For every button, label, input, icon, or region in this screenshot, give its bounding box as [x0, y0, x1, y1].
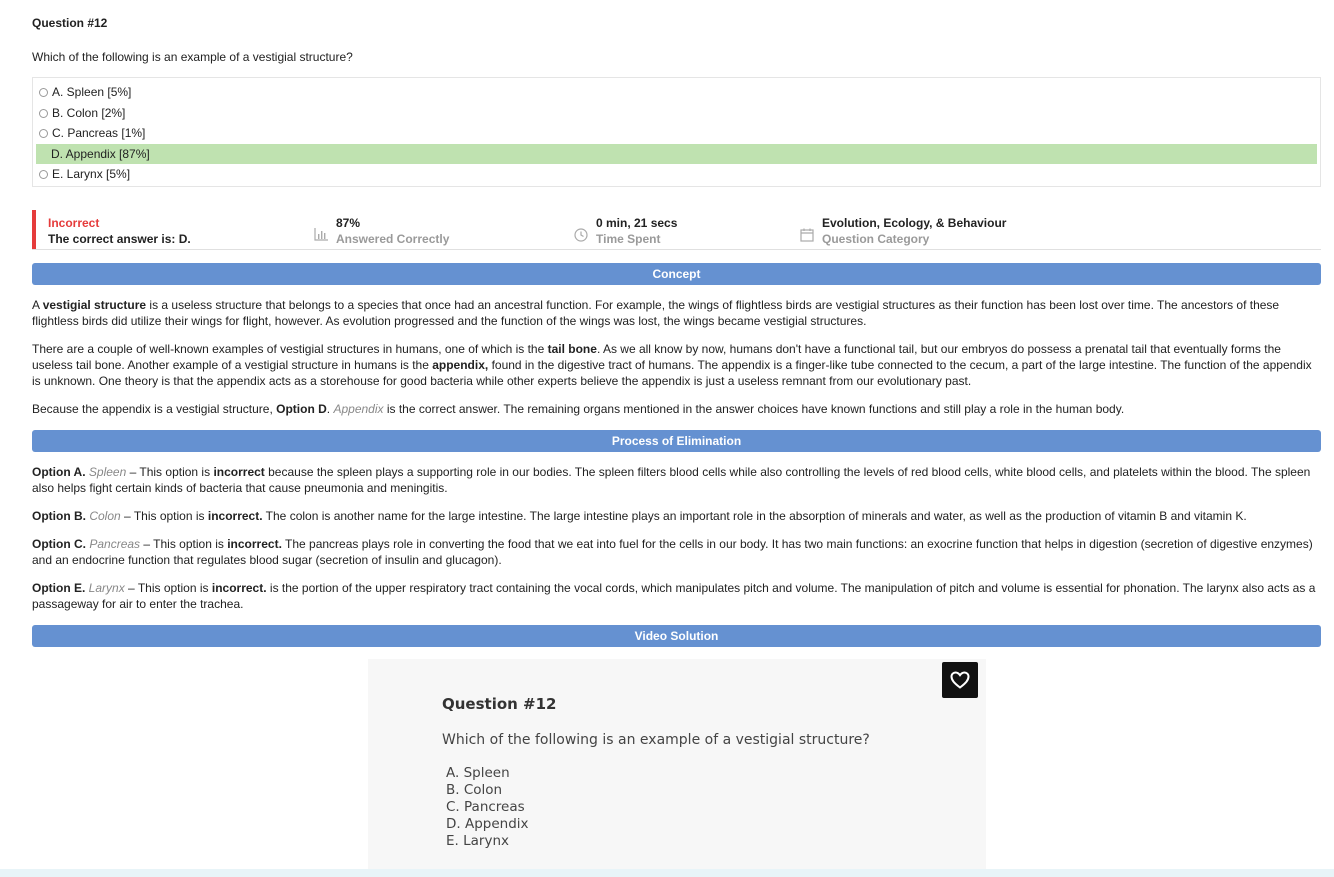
time-value: 0 min, 21 secs: [596, 216, 678, 230]
category-value: Evolution, Ecology, & Behaviour: [822, 216, 1007, 230]
calendar-icon: [800, 228, 814, 245]
video-header: Video Solution: [32, 625, 1321, 647]
concept-paragraph-2: [32, 341, 1321, 389]
video-choice: A. Spleen: [446, 765, 510, 781]
option-name: Spleen: [88, 465, 127, 479]
option-a[interactable]: [33, 82, 1320, 103]
radio-button[interactable]: [39, 129, 48, 138]
text-span: because the spleen plays a supporting role in our bodies. The spleen filters blood cells while also controlling the levels of red blood cells, white blood cells, and platelets within the blood. The spleen also helps fight certain kinds of bacteria that cause pneumonia and meningitis.: [32, 465, 1311, 495]
page-footer: [0, 869, 1334, 877]
video-choice: D. Appendix: [446, 816, 529, 832]
verdict: incorrect.: [207, 509, 263, 523]
video-choice: E. Larynx: [446, 833, 509, 849]
bold-term: appendix,: [432, 358, 489, 372]
video-question-title: Question #12: [442, 695, 557, 713]
text-span: – This option is: [126, 465, 214, 479]
heart-icon: [950, 671, 970, 689]
text-span: is a useless structure that belongs to a species that once had an ancestral function. For example, the wings of flightless birds are vestigial structures as their function has been lost over time. The ancestors of these flightless birds did utilize their wings for flight, however. As evolution progressed and the function of the wings was lost, the wings became vestigial structures.: [32, 298, 1280, 328]
text-span: A: [32, 298, 43, 312]
bold-term: Option D: [276, 402, 327, 416]
elimination-header: Process of Elimination: [32, 430, 1321, 452]
status-text: Incorrect: [48, 216, 100, 230]
stat-time: [596, 216, 677, 248]
question-text: Which of the following is an example of a vestigial structure?: [32, 50, 353, 64]
option-name: Colon: [89, 509, 121, 523]
option-label: C. Pancreas [1%]: [52, 126, 146, 140]
stat-category: [822, 216, 1006, 248]
favorite-button[interactable]: [942, 662, 978, 698]
video-choices: [446, 765, 529, 850]
text-span: is the correct answer. The remaining organs mentioned in the answer choices have known functions and still play a role in the human body.: [383, 402, 1125, 416]
option-label: A. Spleen [5%]: [52, 85, 132, 99]
elimination-option-e: [32, 580, 1321, 612]
text-span: – This option is: [124, 581, 212, 595]
option-label: D. Appendix [87%]: [51, 146, 150, 161]
radio-button[interactable]: [39, 88, 48, 97]
percent-value: 87%: [336, 216, 361, 230]
text-span: found in the digestive tract of humans. The appendix is a finger-like tube connected to the cecum, a part of the large intestine. The function of the appendix is unknown. One theory is that the appendix acts as a storehouse for good bacteria while other experts believe the appendix is just a useless remnant from our evolutionary past.: [32, 358, 1312, 388]
elimination-option-b: [32, 508, 1321, 524]
bar-chart-icon: [314, 228, 328, 244]
result-summary: [32, 210, 1321, 250]
video-choice: C. Pancreas: [446, 799, 525, 815]
text-span: There are a couple of well-known examples of vestigial structures in humans, one of which is the: [32, 342, 548, 356]
time-label: Time Spent: [596, 232, 661, 246]
video-question-text: Which of the following is an example of a vestigial structure?: [442, 732, 870, 748]
concept-header: Concept: [32, 263, 1321, 285]
status-bar: [32, 210, 36, 249]
option-tag: Option B.: [32, 509, 86, 523]
option-tag: Option E.: [32, 581, 86, 595]
option-name: Larynx: [88, 581, 125, 595]
option-b[interactable]: [33, 103, 1320, 124]
text-span: is the portion of the upper respiratory tract containing the vocal cords, which manipulates pitch and volume. The manipulation of pitch and volume is essential for phonation. The larynx also acts as a passageway for air to enter the trachea.: [32, 581, 1316, 611]
clock-icon: [574, 228, 588, 245]
option-label: B. Colon [2%]: [52, 105, 126, 120]
option-tag: Option C.: [32, 537, 86, 551]
option-e[interactable]: [33, 164, 1320, 185]
answer-options: [32, 77, 1321, 187]
percent-label: Answered Correctly: [336, 232, 450, 246]
correct-answer-text: The correct answer is: D.: [48, 232, 191, 246]
bold-term: tail bone: [547, 342, 597, 356]
italic-term: Appendix: [333, 402, 384, 416]
bold-term: vestigial structure: [42, 298, 147, 312]
elimination-option-a: [32, 464, 1321, 496]
option-label: E. Larynx [5%]: [52, 167, 131, 181]
category-label: Question Category: [822, 232, 930, 246]
concept-paragraph-1: [32, 297, 1321, 329]
concept-paragraph-3: [32, 401, 1321, 417]
text-span: The pancreas plays role in converting the food that we eat into fuel for the cells in our body. It has two main functions: an exocrine function that helps in digestion (secretion of digestive enzymes) and an endocrine function that regulates blood sugar (secretion of insulin and glucagon).: [32, 537, 1313, 567]
option-c[interactable]: [33, 123, 1320, 144]
verdict: incorrect.: [227, 537, 282, 551]
verdict: incorrect.: [211, 581, 267, 595]
verdict: incorrect: [213, 465, 265, 479]
option-tag: Option A.: [32, 465, 86, 479]
radio-button[interactable]: [39, 170, 48, 179]
option-d-correct[interactable]: [36, 144, 1317, 165]
text-span: The colon is another name for the large intestine. The large intestine plays an important role in the absorption of minerals and water, as well as the production of vitamin B and vitamin K.: [262, 509, 1247, 523]
stat-percent: [336, 216, 449, 248]
text-span: .: [326, 402, 334, 416]
text-span: Because the appendix is a vestigial structure,: [32, 402, 277, 416]
text-span: – This option is: [140, 537, 228, 551]
radio-button[interactable]: [39, 109, 48, 118]
question-number: Question #12: [32, 16, 108, 30]
text-span: . As we all know by now, humans don't have a functional tail, but our embryos do possess a prenatal tail that eventually forms the useless tail bone. Another example of a vestigial structure in humans is the: [32, 342, 1281, 372]
video-player[interactable]: [368, 659, 986, 871]
text-span: – This option is: [120, 509, 208, 523]
option-name: Pancreas: [89, 537, 141, 551]
video-choice: B. Colon: [446, 782, 503, 798]
elimination-option-c: [32, 536, 1321, 568]
